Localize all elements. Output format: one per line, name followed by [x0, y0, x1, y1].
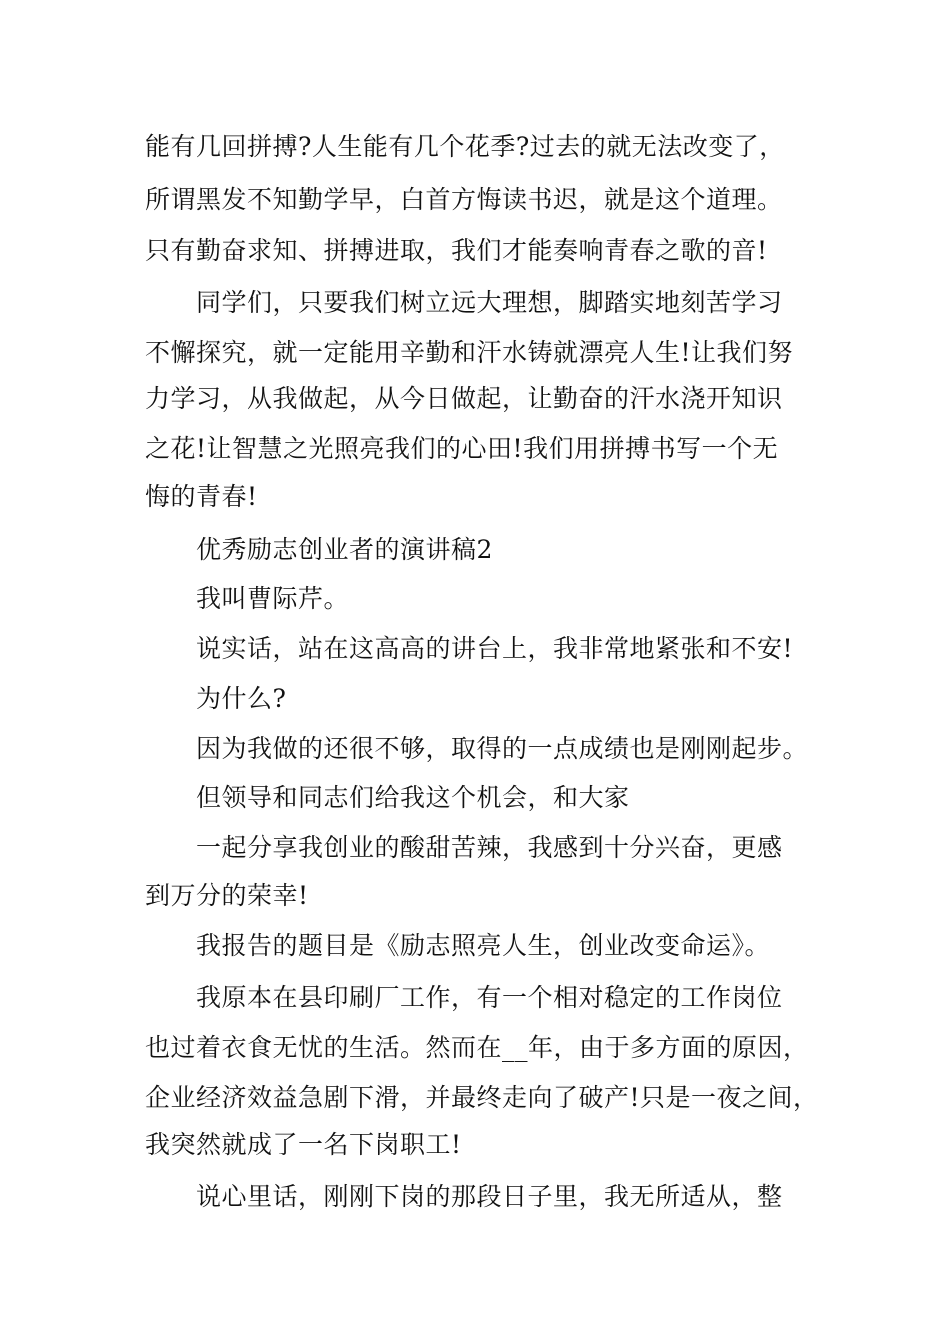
text-line: 我原本在县印刷厂工作，有一个相对稳定的工作岗位	[196, 983, 783, 1012]
text-line: 能有几回拼搏?人生能有几个花季?过去的就无法改变了，	[145, 132, 785, 161]
section-heading: 优秀励志创业者的演讲稿2	[196, 535, 493, 564]
text-line: 只有勤奋求知、拼搏进取，我们才能奏响青春之歌的音!	[145, 236, 768, 265]
text-line: 悔的青春!	[145, 482, 258, 511]
text-line: 力学习，从我做起，从今日做起，让勤奋的汗水浇开知识	[145, 384, 783, 413]
text-line: 也过着衣食无忧的生活。然而在__年，由于多方面的原因，	[145, 1033, 809, 1062]
text-line: 但领导和同志们给我这个机会，和大家	[196, 783, 630, 812]
text-line: 一起分享我创业的酸甜苦辣，我感到十分兴奋，更感	[196, 833, 783, 862]
text-line: 同学们，只要我们树立远大理想，脚踏实地刻苦学习	[196, 288, 783, 317]
text-line: 企业经济效益急剧下滑，并最终走向了破产!只是一夜之间，	[145, 1083, 819, 1112]
text-line: 我报告的题目是《励志照亮人生，创业改变命运》。	[196, 931, 771, 960]
text-line: 之花!让智慧之光照亮我们的心田!我们用拼搏书写一个无	[145, 434, 779, 463]
text-line: 为什么?	[196, 684, 287, 713]
text-line: 不懈探究，就一定能用辛勤和汗水铸就漂亮人生!让我们努	[145, 338, 794, 367]
text-line: 因为我做的还很不够，取得的一点成绩也是刚刚起步。	[196, 734, 809, 763]
text-line: 到万分的荣幸!	[145, 881, 309, 910]
text-line: 所谓黑发不知勤学早，白首方悔读书迟，就是这个道理。	[145, 185, 783, 214]
text-line: 我突然就成了一名下岗职工!	[145, 1130, 462, 1159]
text-line: 说实话，站在这高高的讲台上，我非常地紧张和不安!	[196, 634, 794, 663]
text-line: 我叫曹际芹。	[196, 584, 350, 613]
text-line: 说心里话，刚刚下岗的那段日子里，我无所适从，整	[196, 1182, 783, 1211]
